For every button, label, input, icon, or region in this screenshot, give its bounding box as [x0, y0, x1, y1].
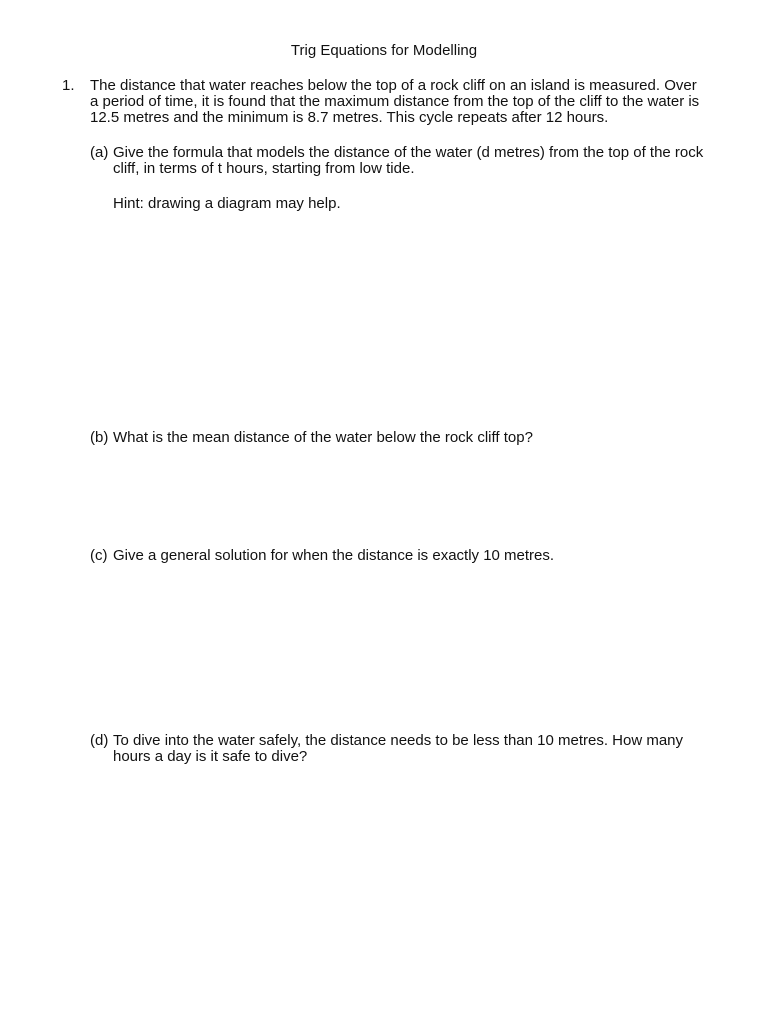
- question-line: a period of time, it is found that the maximum distance from the top of the cliff to the water is: [90, 93, 700, 110]
- part-b-label: (b): [90, 429, 109, 446]
- part-b-text: [113, 430, 733, 446]
- question-number: 1.: [62, 77, 75, 94]
- part-a-text: [113, 145, 733, 177]
- part-d-text: [113, 733, 733, 765]
- part-a-line: cliff, in terms of t hours, starting from low tide.: [113, 160, 415, 177]
- page-title: Trig Equations for Modelling: [290, 42, 478, 59]
- part-d-line: To dive into the water safely, the distance needs to be less than 10 metres. How many: [113, 732, 684, 749]
- part-a-hint: Hint: drawing a diagram may help.: [113, 195, 341, 212]
- part-a-line: Give the formula that models the distance of the water (d metres) from the top of the rock: [113, 144, 704, 161]
- part-d-label: (d): [90, 732, 109, 749]
- question-text: [90, 78, 730, 126]
- part-b-line: What is the mean distance of the water below the rock cliff top?: [113, 429, 533, 446]
- question-line: 12.5 metres and the minimum is 8.7 metres. This cycle repeats after 12 hours.: [90, 109, 609, 126]
- part-d-line: hours a day is it safe to dive?: [113, 748, 308, 765]
- part-a-label: (a): [90, 144, 109, 161]
- question-line: The distance that water reaches below the top of a rock cliff on an island is measured. Over: [90, 77, 697, 94]
- part-c-line: Give a general solution for when the distance is exactly 10 metres.: [113, 547, 555, 564]
- part-c-label: (c): [90, 547, 108, 564]
- part-c-text: [113, 548, 733, 564]
